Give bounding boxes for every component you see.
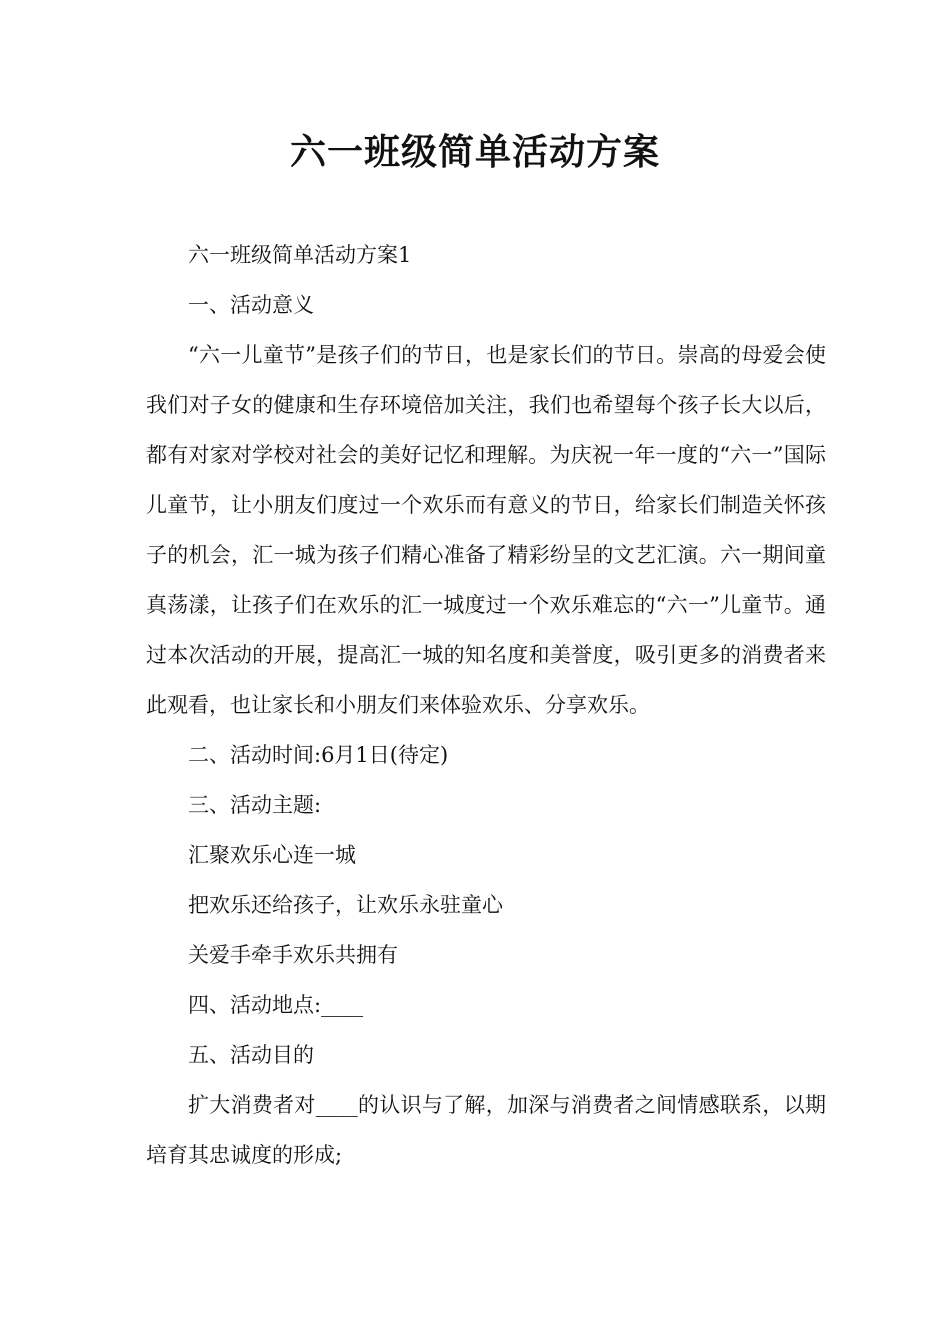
document-body <box>146 230 826 1180</box>
section-heading: 二、活动时间:6月1日(待定) <box>188 743 449 767</box>
theme-line: 关爱手牵手欢乐共拥有 <box>188 943 398 967</box>
section-heading: 五、活动目的 <box>188 1043 314 1067</box>
body-paragraph: 扩大消费者对____的认识与了解，加深与消费者之间情感联系，以期培育其忠诚度的形成; <box>146 1093 826 1167</box>
section-heading: 四、活动地点:____ <box>188 993 364 1017</box>
section-heading: 三、活动主题: <box>188 793 322 817</box>
section-heading: 一、活动意义 <box>188 293 314 317</box>
section-heading: 六一班级简单活动方案1 <box>188 243 412 267</box>
theme-line: 把欢乐还给孩子，让欢乐永驻童心 <box>188 893 503 917</box>
document-title: 六一班级简单活动方案 <box>289 132 660 173</box>
body-paragraph: “六一儿童节”是孩子们的节日，也是家长们的节日。崇高的母爱会使我们对子女的健康和生存环境倍加关注，我们也希望每个孩子长大以后，都有对家对学校对社会的美好记忆和理解。为庆祝一年一度的“六一”国际儿童节，让小朋友们度过一个欢乐而有意义的节日，给家长们制造关怀孩子的机会，汇一城为孩子们精心准备了精彩纷呈的文艺汇演。六一期间童真荡漾，让孩子们在欢乐的汇一城度过一个欢乐难忘的“六一”儿童节。通过本次活动的开展，提高汇一城的知名度和美誉度，吸引更多的消费者来此观看，也让家长和小朋友们来体验欢乐、分享欢乐。 <box>146 343 826 717</box>
theme-line: 汇聚欢乐心连一城 <box>188 843 356 867</box>
